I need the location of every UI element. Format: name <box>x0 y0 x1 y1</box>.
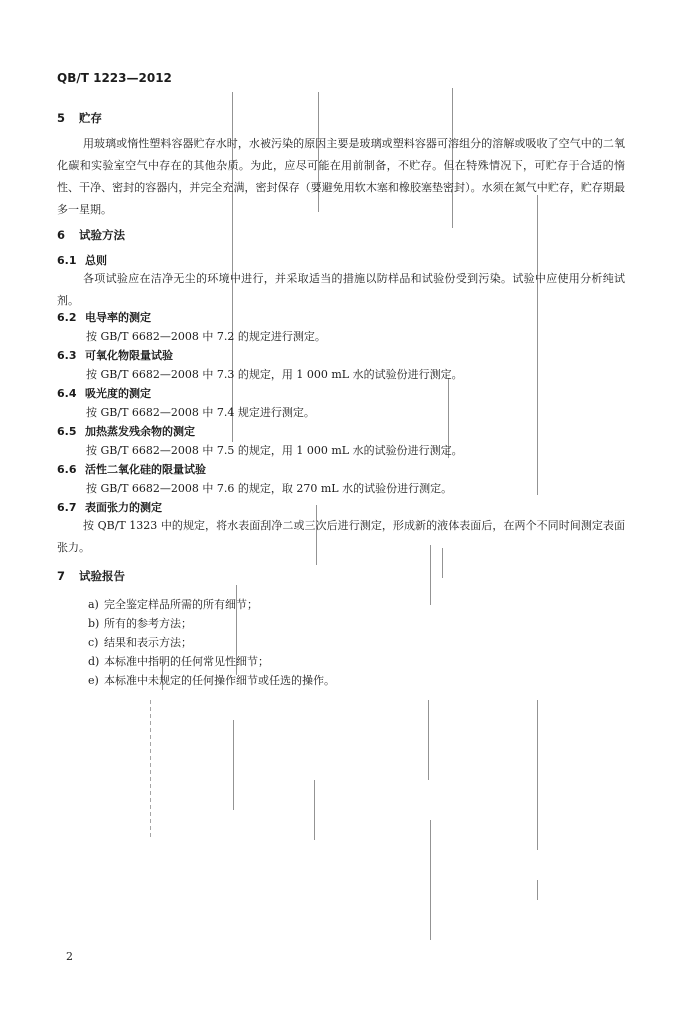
subsection-6-1-text: 各项试验应在洁净无尘的环境中进行，并采取适当的措施以防样品和试验份受到污染。试验中应使用分析纯试剂。 <box>57 272 625 307</box>
subsection-number: 6.7 <box>57 501 77 514</box>
section-heading-5 <box>57 107 627 129</box>
subsection-number: 6.1 <box>57 254 77 267</box>
subsection-title: 电导率的测定 <box>85 311 151 324</box>
list-marker: e) <box>88 674 99 687</box>
subsection-number: 6.2 <box>57 311 77 324</box>
subsection-title: 吸光度的测定 <box>85 387 151 400</box>
list-item-text: 本标准中指明的任何常见性细节； <box>104 655 269 668</box>
section-heading-6 <box>57 224 627 246</box>
subsection-number: 6.6 <box>57 463 77 476</box>
section-heading-7 <box>57 565 627 587</box>
list-item-text: 完全鉴定样品所需的所有细节； <box>104 598 258 611</box>
subsection-6-7-text: 按 QB/T 1323 中的规定，将水表面刮净二或三次后进行测定，形成新的液体表面后，在两个不同时间测定表面张力。 <box>57 519 625 554</box>
subsection-title: 可氧化物限量试验 <box>85 349 173 362</box>
list-marker: c) <box>88 636 99 649</box>
list-item-text: 结果和表示方法； <box>104 636 192 649</box>
list-item-text: 本标准中未规定的任何操作细节或任选的操作。 <box>104 674 335 687</box>
section-number: 6 <box>57 228 66 242</box>
scan-artifact-line <box>314 780 315 840</box>
scan-artifact-line <box>537 700 538 850</box>
report-list-item <box>88 670 335 692</box>
subsection-title: 加热蒸发残余物的测定 <box>85 425 195 438</box>
section-title: 贮存 <box>79 111 102 125</box>
subsection-6-3-text: 按 GB/T 6682—2008 中 7.3 的规定，用 1 000 mL 水的试验份进行测定。 <box>86 368 463 381</box>
section-title: 试验方法 <box>79 228 125 242</box>
subsection-6-2-text: 按 GB/T 6682—2008 中 7.2 的规定进行测定。 <box>86 330 326 343</box>
scan-artifact-line <box>233 720 234 810</box>
subsection-title: 总则 <box>85 254 107 267</box>
subsection-title: 表面张力的测定 <box>85 501 162 514</box>
scan-artifact-line <box>537 880 538 900</box>
section-number: 7 <box>57 569 66 583</box>
standard-code-header: QB/T 1223—2012 <box>57 71 172 85</box>
list-marker: d) <box>88 655 100 668</box>
subsection-number: 6.5 <box>57 425 77 438</box>
scan-artifact-line <box>150 700 151 840</box>
section-number: 5 <box>57 111 66 125</box>
subsection-number: 6.3 <box>57 349 77 362</box>
subsection-6-6-text: 按 GB/T 6682—2008 中 7.6 的规定，取 270 mL 水的试验份进行测定。 <box>86 482 453 495</box>
list-marker: a) <box>88 598 99 611</box>
subsection-6-5-text: 按 GB/T 6682—2008 中 7.5 的规定，用 1 000 mL 水的试验份进行测定。 <box>86 444 463 457</box>
subsection-title: 活性二氧化硅的限量试验 <box>85 463 206 476</box>
subsection-6-4-text: 按 GB/T 6682—2008 中 7.4 规定进行测定。 <box>86 406 315 419</box>
list-marker: b) <box>88 617 100 630</box>
list-item-text: 所有的参考方法； <box>104 617 192 630</box>
page-number: 2 <box>66 950 73 963</box>
section-5-paragraph: 用玻璃或惰性塑料容器贮存水时，水被污染的原因主要是玻璃或塑料容器可溶组分的溶解或吸收了空气中的二氧化碳和实验室空气中存在的其他杂质。为此，应尽可能在用前制备，不贮存。但在特殊情况下，可贮存于合适的惰性、干净、密封的容器内，并完全充满，密封保存（要避免用软木塞和橡胶塞垫密封）。水须在氮气中贮存，贮存期最多一星期。 <box>57 137 625 216</box>
section-title: 试验报告 <box>79 569 125 583</box>
subsection-number: 6.4 <box>57 387 77 400</box>
scan-artifact-line <box>428 700 429 780</box>
scan-artifact-line <box>430 820 431 940</box>
